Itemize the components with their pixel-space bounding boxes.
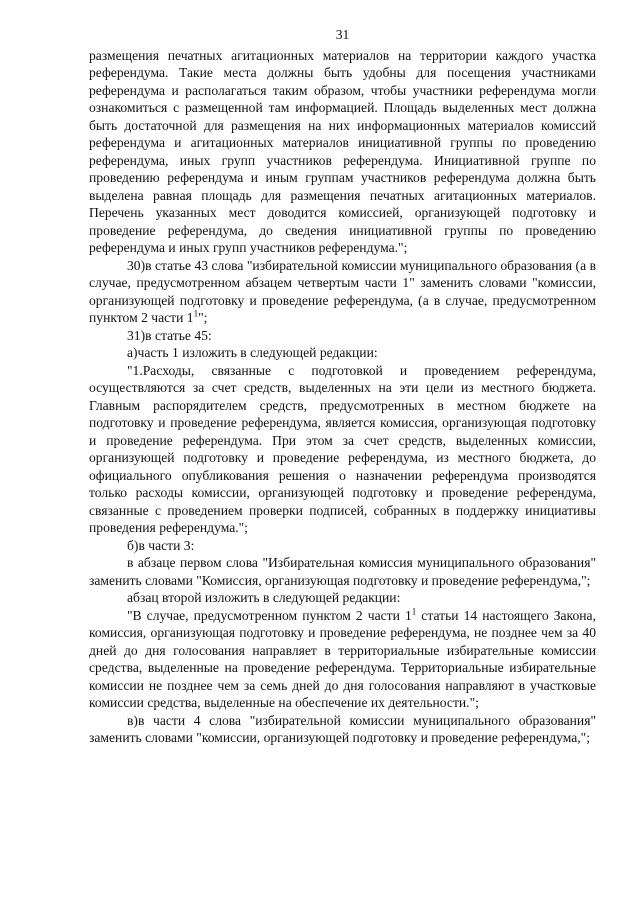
paragraph-text: в)в части 4 слова "избирательной комиссии муниципального образования" заменить словами "комиссии, организующей подготовку и проведение референдума,";: [89, 712, 596, 745]
paragraph-p9: [89, 607, 596, 712]
paragraph-text: статьи 14 настоящего Закона, комиссия, организующая подготовку и проведение референдума, не позднее чем за 40 дней до дня голосования направляет в территориальные избирательные комиссии средства, выделенные на проведение референдума. Территориальные избирательные комиссии не позднее чем за семь дней до дня голосования направляют в участковые комиссии средства, выделенные на обеспечение их деятельности.";: [89, 607, 596, 710]
paragraph-p6: [89, 537, 596, 555]
paragraph-p7: [89, 554, 596, 589]
paragraph-text: "1.Расходы, связанные с подготовкой и проведением референдума, осуществляются за счет средств, выделенных на эти цели из местного бюджета. Главным распорядителем средств, предусмотренных в местном бюджете на подготовку и проведение референдума, является комиссия, организующая подготовку и проведение референдума. При этом за счет средств, выделенных комиссии, организующей подготовку и проведение референдума, из местного бюджета, до официального опубликования решения о назначении референдума производятся только расходы комиссии, организующей подготовку и проведение референдума, связанные с проведением проверки подписей, собранных в поддержку инициативы проведения референдума.";: [89, 362, 596, 535]
paragraph-p10: [89, 712, 596, 747]
paragraph-text: 30)в статье 43 слова "избирательной комиссии муниципального образования (а в случае, предусмотренном абзацем четвертым части 1" заменить словами "комиссии, организующей подготовку и проведение референдума, (а в случае, предусмотренном пунктом 2 части 1: [89, 257, 596, 325]
paragraph-p4: [89, 344, 596, 362]
superscript: 1: [411, 605, 417, 616]
paragraph-text: а)часть 1 изложить в следующей редакции:: [127, 345, 378, 360]
paragraph-p3: [89, 327, 596, 345]
paragraph-p8: [89, 589, 596, 607]
paragraph-text: ";: [198, 310, 208, 325]
paragraph-text: "В случае, предусмотренном пунктом 2 части 1: [127, 607, 412, 623]
paragraph-p5: [89, 362, 596, 537]
document-body: [89, 47, 596, 747]
document-page: [89, 26, 596, 747]
paragraph-text: в абзаце первом слова "Избирательная комиссия муниципального образования" заменить словами "Комиссия, организующая подготовку и проведение референдума,";: [89, 555, 596, 588]
paragraph-text: б)в части 3:: [127, 537, 195, 553]
paragraph-text: 31)в статье 45:: [127, 327, 212, 343]
superscript: 1: [193, 308, 199, 319]
paragraph-text: размещения печатных агитационных материалов на территории каждого участка референдума. Такие места должны быть удобны для посещения участниками референдума и располагаться таким образом, чтобы участники референдума могли ознакомиться с размещенной там информацией. Площадь выделенных мест должна быть достаточной для размещения на них информационных материалов комиссий референдума и агитационных материалов инициативной группы по проведению референдума, иных групп участников референдума. Инициативной группе по проведению референдума и иным группам участников референдума должна быть выделена равная площадь для размещения печатных агитационных материалов. Перечень указанных мест доводится комиссией, организующей подготовку и проведение референдума, до сведения инициативной группы по проведению референдума и иных групп участников референдума.";: [89, 47, 596, 255]
paragraph-p2: [89, 257, 596, 327]
page-number: 31: [335, 27, 350, 42]
paragraph-text: абзац второй изложить в следующей редакции:: [127, 590, 401, 605]
paragraph-p1: [89, 47, 596, 257]
